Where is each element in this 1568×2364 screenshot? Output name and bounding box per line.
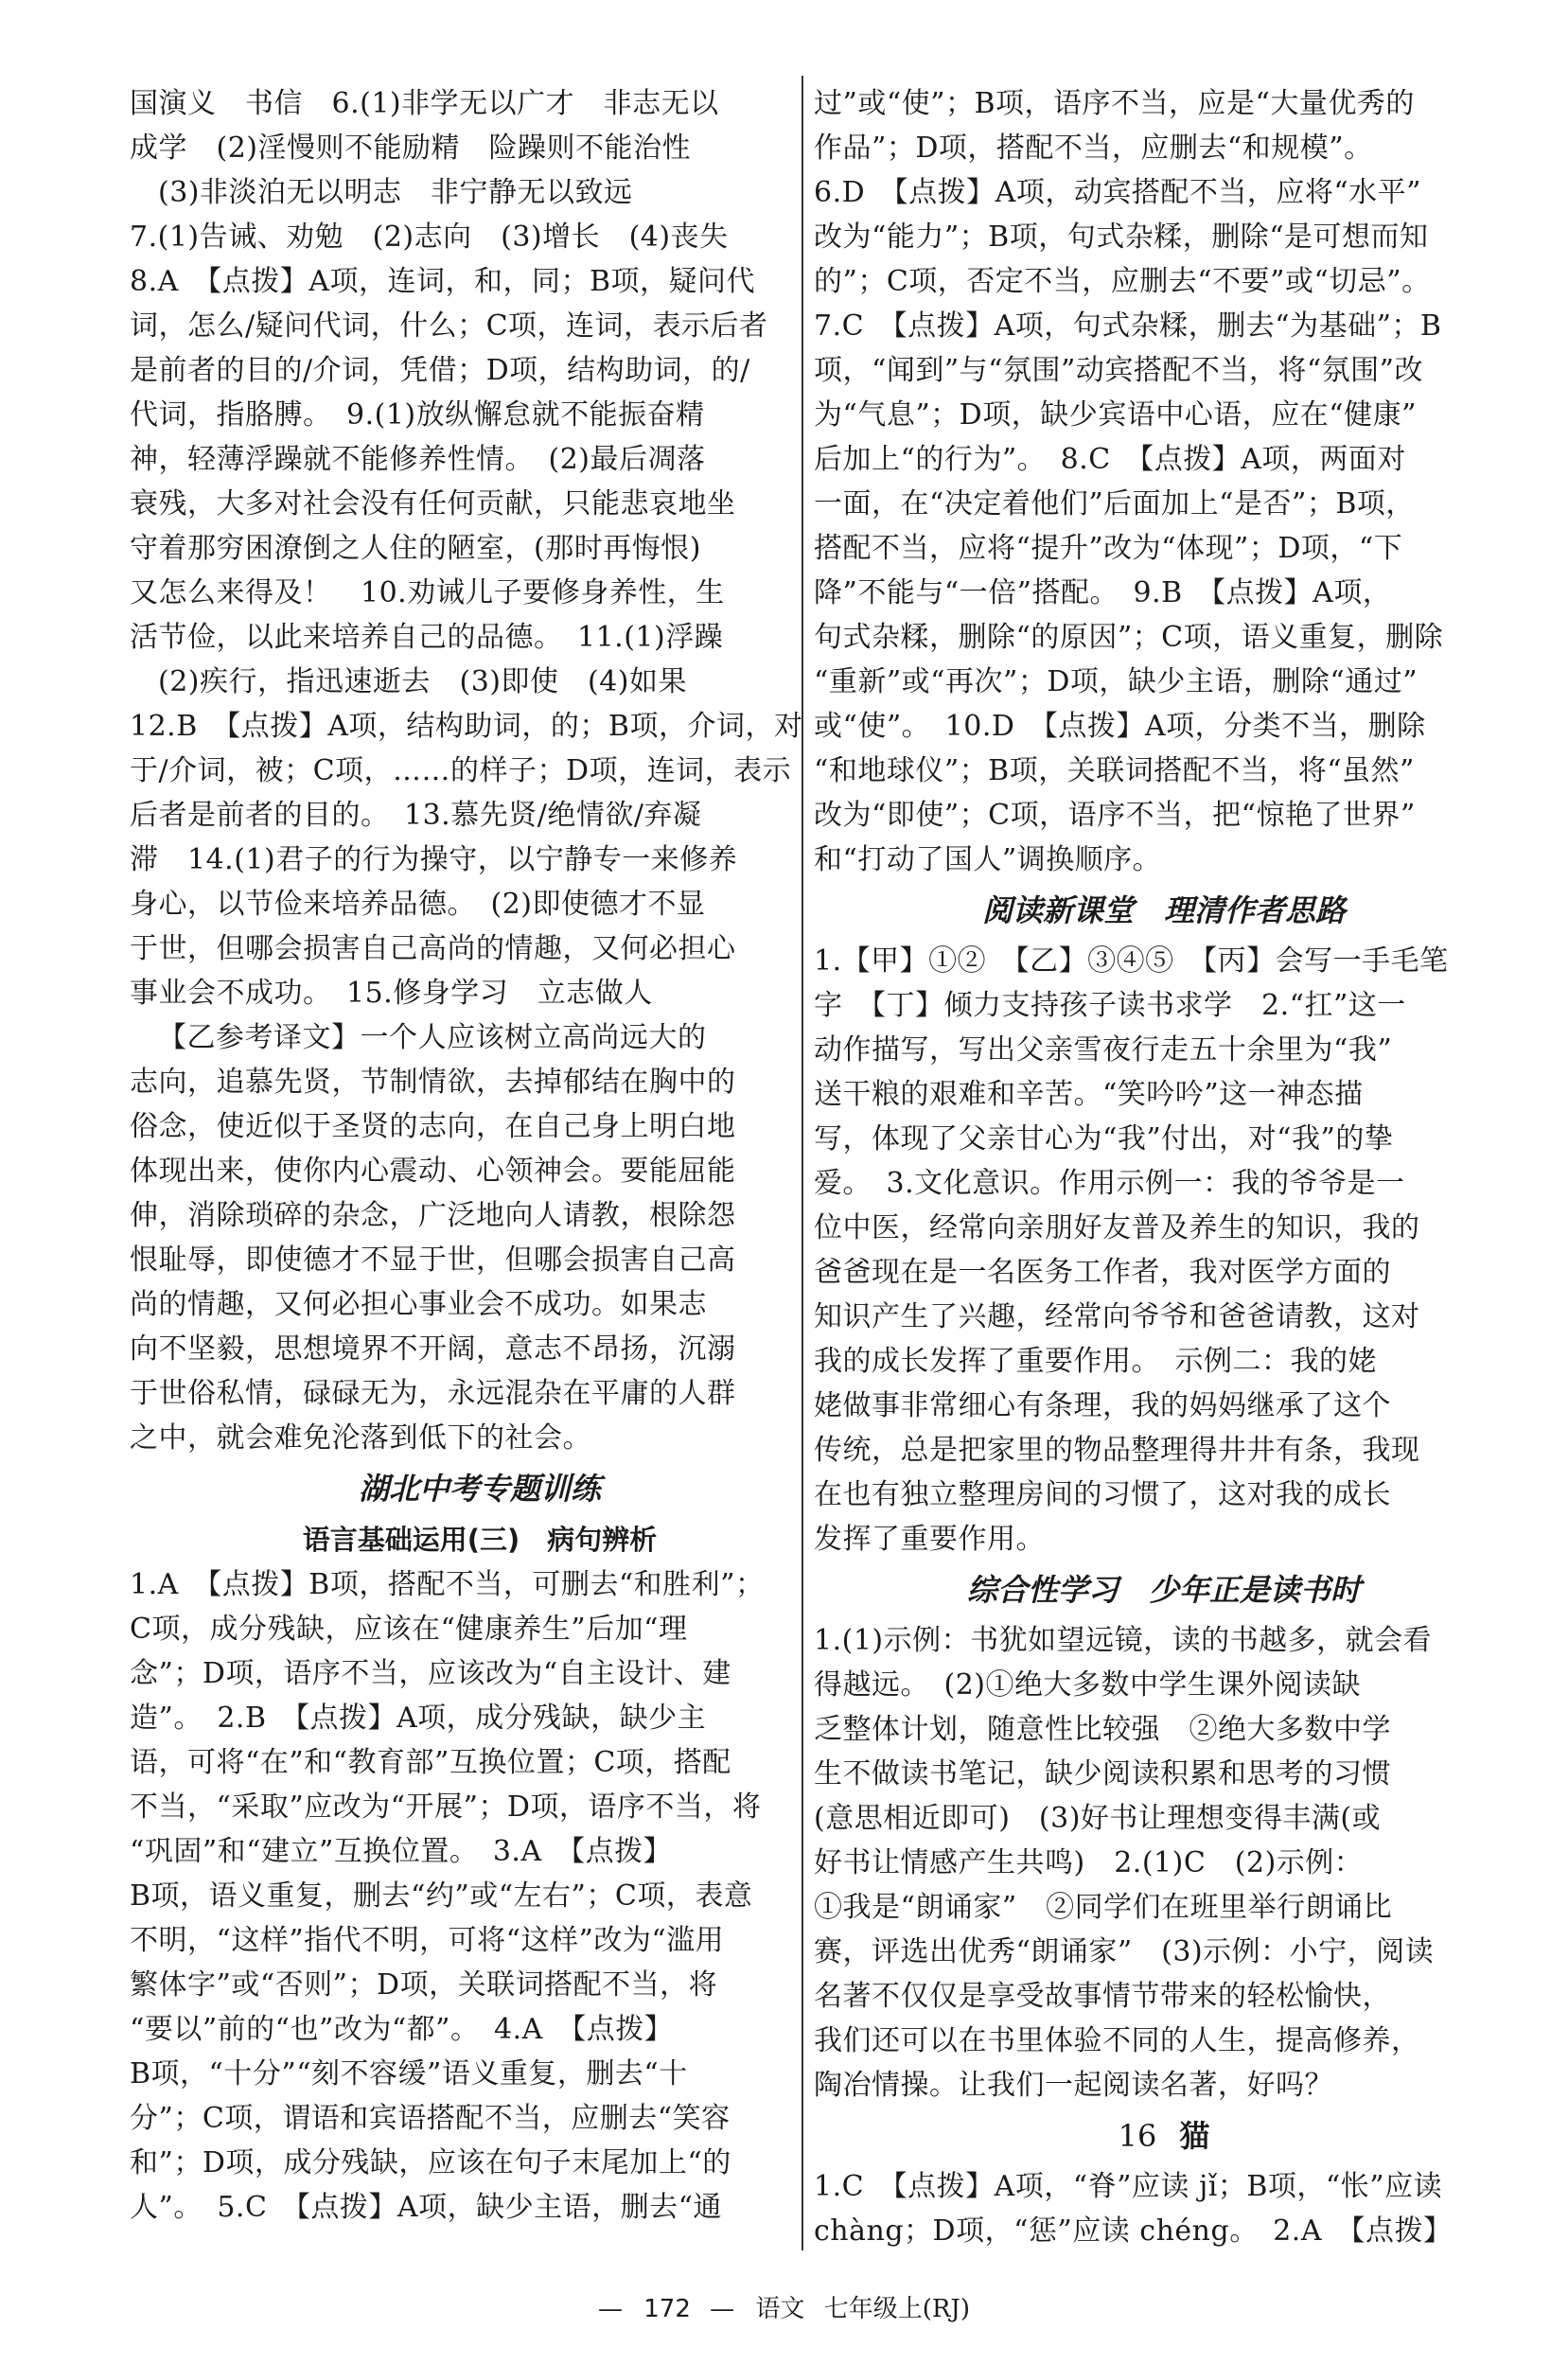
lesson-heading bbox=[814, 2108, 1514, 2164]
text-line: chàng；D项，“惩”应读 chéng。 2.A 【点拨】 bbox=[814, 2214, 1453, 2248]
text-line: 恨耻辱，即使德才不显于世，但哪会损害自己高 bbox=[130, 1244, 736, 1277]
text-line: (意思相近即可) (3)好书让理想变得丰满(或 bbox=[814, 1802, 1382, 1835]
text-line: 后加上“的行为”。 8.C 【点拨】A项，两面对 bbox=[814, 443, 1406, 476]
text-line: 动作描写，写出父亲雪夜行走五十余里为“我” bbox=[814, 1033, 1393, 1067]
text-line: 身心，以节俭来培养品德。 (2)即使德才不显 bbox=[130, 888, 706, 921]
text-line: 字 【丁】倾力支持孩子读书求学 2.“扛”这一 bbox=[814, 989, 1406, 1022]
text-line: (2)疾行，指迅速逝去 (3)即使 (4)如果 bbox=[158, 665, 687, 698]
text-line: 于世，但哪会损害自己高尚的情趣，又何必担心 bbox=[130, 932, 736, 965]
text-line: 知识产生了兴趣，经常向爷爷和爸爸请教，这对 bbox=[814, 1300, 1420, 1333]
text-line: 6.D 【点拨】A项，动宾搭配不当，应将“水平” bbox=[814, 176, 1422, 209]
text-line: 之中，就会难免沦落到低下的社会。 bbox=[130, 1421, 591, 1455]
text-line: 降”不能与“一倍”搭配。 9.B 【点拨】A项， bbox=[814, 576, 1392, 609]
text-line: 和”；D项，成分残缺，应该在句子末尾加上“的 bbox=[130, 2146, 731, 2179]
text-line: 位中医，经常向亲朋好友普及养生的知识，我的 bbox=[814, 1211, 1420, 1244]
text-line: 1.(1)示例：书犹如望远镜，读的书越多，就会看 bbox=[814, 1624, 1433, 1657]
lesson-number: 16 bbox=[1118, 2118, 1157, 2154]
text-line: 尚的情趣，又何必担心事业会不成功。如果志 bbox=[130, 1288, 707, 1321]
text-line: 成学 (2)淫慢则不能励精 险躁则不能治性 bbox=[130, 132, 691, 165]
lesson-title: 猫 bbox=[1179, 2118, 1210, 2154]
page-footer bbox=[0, 2290, 1568, 2328]
text-line: 为“气息”；D项，缺少宾语中心语，应在“健康” bbox=[814, 398, 1417, 432]
section-heading: 阅读新课堂 理清作者思路 bbox=[981, 892, 1346, 928]
text-line: “要以”前的“也”改为“都”。 4.A 【点拨】 bbox=[130, 2013, 674, 2046]
text-line: ①我是“朗诵家” ②同学们在班里举行朗诵比 bbox=[814, 1891, 1393, 1924]
right-column bbox=[814, 81, 1514, 2253]
text-line: “和地球仪”；B项，关联词搭配不当，将“虽然” bbox=[814, 754, 1415, 787]
left-column bbox=[130, 81, 830, 2230]
text-line: 名著不仅仅是享受故事情节带来的轻松愉快， bbox=[814, 1980, 1391, 2013]
text-line: “巩固”和“建立”互换位置。 3.A 【点拨】 bbox=[130, 1835, 673, 1868]
text-line: 项，“闻到”与“氛围”动宾搭配不当，将“氛围”改 bbox=[814, 354, 1424, 387]
text-line: 于/介词，被；C项，……的样子；D项，连词，表示 bbox=[130, 754, 792, 787]
text-line: 造”。 2.B 【点拨】A项，成分残缺，缺少主 bbox=[130, 1702, 707, 1735]
text-line: 体现出来，使你内心震动、心领神会。要能屈能 bbox=[130, 1155, 736, 1188]
text-line: 改为“能力”；B项，句式杂糅，删除“是可想而知 bbox=[814, 221, 1429, 254]
text-line: 不当，“采取”应改为“开展”；D项，语序不当，将 bbox=[130, 1791, 762, 1824]
text-line: 陶冶情操。让我们一起阅读名著，好吗？ bbox=[814, 2069, 1333, 2102]
text-line: (3)非淡泊无以明志 非宁静无以致远 bbox=[158, 176, 633, 209]
text-line: 得越远。 (2)①绝大多数中学生课外阅读缺 bbox=[814, 1668, 1361, 1702]
text-line: 活节俭，以此来培养自己的品德。 11.(1)浮躁 bbox=[130, 621, 724, 654]
page-number: 172 bbox=[643, 2295, 691, 2323]
text-line: 滞 14.(1)君子的行为操守，以宁静专一来修养 bbox=[130, 843, 738, 876]
text-line: 送干粮的艰难和辛苦。“笑吟吟”这一神态描 bbox=[814, 1078, 1364, 1111]
text-line: 语，可将“在”和“教育部”互换位置；C项，搭配 bbox=[130, 1746, 731, 1779]
text-line: 念”；D项，语序不当，应该改为“自主设计、建 bbox=[130, 1657, 731, 1690]
text-line: B项，“十分”“刻不容缓”语义重复，删去“十 bbox=[130, 2057, 688, 2091]
text-line: 在也有独立整理房间的习惯了，这对我的成长 bbox=[814, 1478, 1391, 1511]
text-line: 写，体现了父亲甘心为“我”付出，对“我”的挚 bbox=[814, 1122, 1394, 1156]
text-line: 8.A 【点拨】A项，连词，和，同；B项，疑问代 bbox=[130, 265, 755, 298]
text-line: 或“使”。 10.D 【点拨】A项，分类不当，删除 bbox=[814, 710, 1426, 743]
footer-dash: — bbox=[710, 2295, 737, 2323]
text-line: 发挥了重要作用。 bbox=[814, 1523, 1045, 1556]
text-line: 1.C 【点拨】A项，“脊”应读 jǐ；B项，“怅”应读 bbox=[814, 2170, 1443, 2203]
text-line: 改为“即使”；C项，语序不当，把“惊艳了世界” bbox=[814, 799, 1416, 832]
text-line: 1.【甲】①② 【乙】③④⑤ 【丙】会写一手毛笔 bbox=[814, 944, 1449, 978]
text-line: 伸，消除琐碎的杂念，广泛地向人请教，根除怨 bbox=[130, 1199, 736, 1232]
text-line: 和“打动了国人”调换顺序。 bbox=[814, 843, 1162, 876]
text-line: “重新”或“再次”；D项，缺少主语，删除“通过” bbox=[814, 665, 1418, 698]
text-line: C项，成分残缺，应该在“健康养生”后加“理 bbox=[130, 1613, 688, 1646]
text-line: 国演义 书信 6.(1)非学无以广才 非志无以 bbox=[130, 87, 719, 120]
text-line: 人”。 5.C 【点拨】A项，缺少主语，删去“通 bbox=[130, 2191, 722, 2224]
text-line: 又怎么来得及！ 10.劝诫儿子要修身养性，生 bbox=[130, 576, 725, 609]
text-line: 不明，“这样”指代不明，可将“这样”改为“滥用 bbox=[130, 1924, 725, 1957]
section-heading: 综合性学习 少年正是读书时 bbox=[966, 1572, 1361, 1608]
text-line: 神，轻薄浮躁就不能修养性情。 (2)最后凋落 bbox=[130, 443, 706, 476]
text-line: 【乙参考译文】一个人应该树立高尚远大的 bbox=[158, 1021, 707, 1054]
text-line: B项，语义重复，删去“约”或“左右”；C项，表意 bbox=[130, 1879, 753, 1913]
text-line: 分”；C项，谓语和宾语搭配不当，应删去“笑容 bbox=[130, 2102, 731, 2135]
text-line: 乏整体计划，随意性比较强 ②绝大多数中学 bbox=[814, 1713, 1391, 1746]
text-line: 传统，总是把家里的物品整理得井井有条，我现 bbox=[814, 1434, 1420, 1467]
text-line: 一面，在“决定着他们”后面加上“是否”；B项， bbox=[814, 487, 1415, 520]
text-line: 爱。 3.文化意识。作用示例一：我的爷爷是一 bbox=[814, 1167, 1405, 1200]
footer-grade: 七年级上(RJ) bbox=[823, 2295, 970, 2323]
text-line: 是前者的目的/介词，凭借；D项，结构助词，的/ bbox=[130, 354, 750, 387]
text-line: 衰残，大多对社会没有任何贡献，只能悲哀地坐 bbox=[130, 487, 736, 520]
footer-subject: 语文 bbox=[755, 2295, 805, 2323]
text-line: 1.A 【点拨】B项，搭配不当，可删去“和胜利”； bbox=[130, 1568, 765, 1601]
text-line: 过”或“使”；B项，语序不当，应是“大量优秀的 bbox=[814, 87, 1415, 120]
text-line: 志向，追慕先贤，节制情欲，去掉郁结在胸中的 bbox=[130, 1066, 736, 1099]
text-line: 繁体字”或“否则”；D项，关联词搭配不当，将 bbox=[130, 1968, 718, 2002]
text-line: 于世俗私情，碌碌无为，永远混杂在平庸的人群 bbox=[130, 1377, 736, 1410]
text-line: 事业会不成功。 15.修身学习 立志做人 bbox=[130, 977, 653, 1010]
text-line: 7.C 【点拨】A项，句式杂糅，删去“为基础”；B bbox=[814, 309, 1442, 343]
text-line: 爸爸现在是一名医务工作者，我对医学方面的 bbox=[814, 1256, 1391, 1289]
footer-dash: — bbox=[597, 2295, 625, 2323]
text-line: 句式杂糅，删除“的原因”；C项，语义重复，删除 bbox=[814, 621, 1444, 654]
text-line: 12.B 【点拨】A项，结构助词，的；B项，介词，对 bbox=[130, 710, 803, 743]
text-line: 生不做读书笔记，缺少阅读积累和思考的习惯 bbox=[814, 1757, 1391, 1791]
text-line: 俗念，使近似于圣贤的志向，在自己身上明白地 bbox=[130, 1110, 736, 1143]
text-line: 向不坚毅，思想境界不开阔，意志不昂扬，沉溺 bbox=[130, 1332, 736, 1366]
section-heading: 湖北中考专题训练 bbox=[358, 1471, 601, 1507]
text-line: 守着那穷困潦倒之人住的陋室，(那时再悔恨) bbox=[130, 532, 701, 565]
text-line: 我的成长发挥了重要作用。 示例二：我的姥 bbox=[814, 1345, 1377, 1378]
text-line: 7.(1)告诫、劝勉 (2)志向 (3)增长 (4)丧失 bbox=[130, 221, 729, 254]
text-line: 我们还可以在书里体验不同的人生，提高修养， bbox=[814, 2024, 1420, 2057]
text-line: 作品”；D项，搭配不当，应删去“和规模”。 bbox=[814, 132, 1373, 165]
text-line: 姥做事非常细心有条理，我的妈妈继承了这个 bbox=[814, 1389, 1391, 1422]
text-line: 的”；C项，否定不当，应删去“不要”或“切忌”。 bbox=[814, 265, 1431, 298]
section-subheading: 语言基础运用(三) 病句辨析 bbox=[302, 1524, 658, 1556]
text-line: 代词，指胳膊。 9.(1)放纵懈怠就不能振奋精 bbox=[130, 398, 705, 432]
text-line: 后者是前者的目的。 13.慕先贤/绝情欲/弃凝 bbox=[130, 799, 702, 832]
text-line: 好书让情感产生共鸣) 2.(1)C (2)示例： bbox=[814, 1846, 1364, 1879]
text-line: 搭配不当，应将“提升”改为“体现”；D项，“下 bbox=[814, 532, 1403, 565]
text-line: 赛，评选出优秀“朗诵家” (3)示例：小宁，阅读 bbox=[814, 1935, 1435, 1968]
text-line: 词，怎么/疑问代词，什么；C项，连词，表示后者 bbox=[130, 309, 768, 343]
